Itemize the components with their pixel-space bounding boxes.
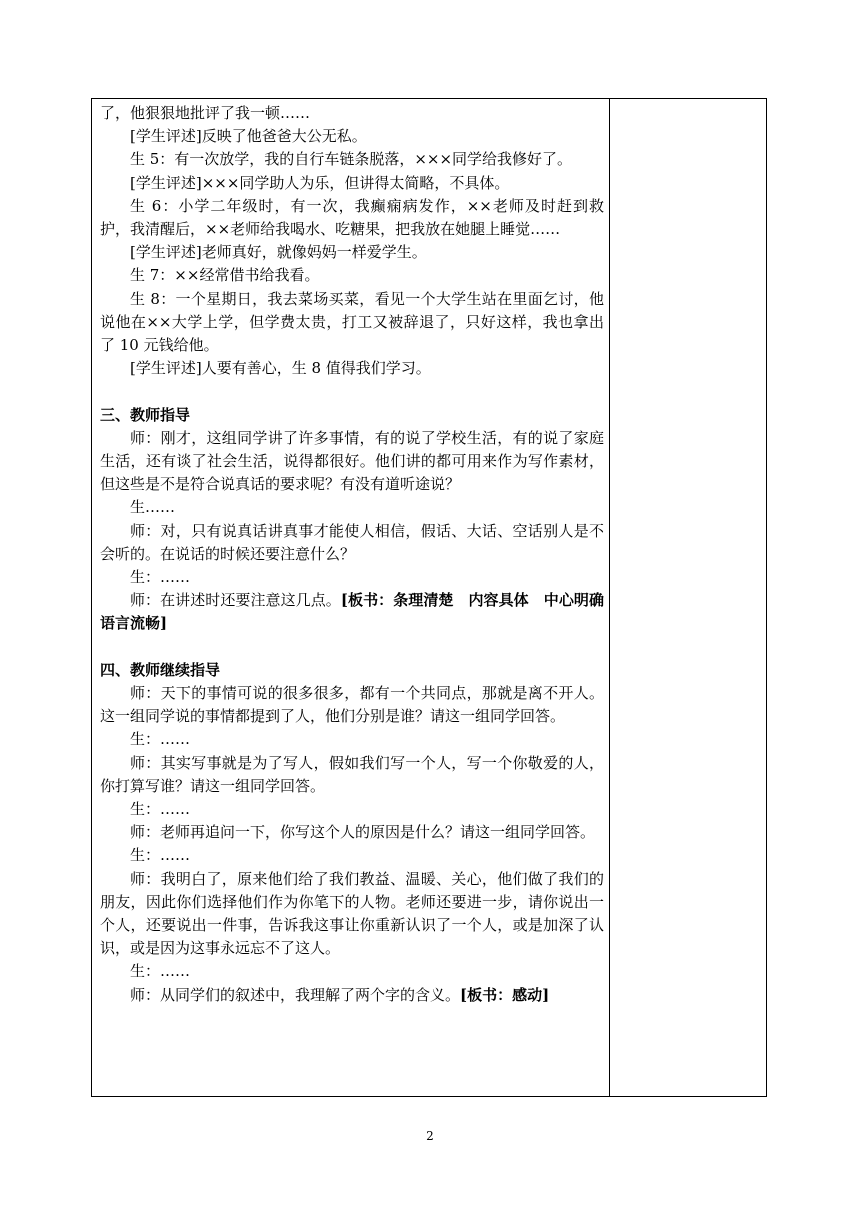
paragraph: 师：刚才，这组同学讲了许多事情，有的说了学校生活，有的说了家庭生活，还有谈了社会生活，说得都很好。他们讲的都可用来作为写作素材，但这些是不是符合说真话的要求呢？有没有道听途说？ (100, 428, 604, 494)
paragraph: [学生评述]老师真好，就像妈妈一样爱学生。 (130, 243, 427, 262)
paragraph: 生：…… (130, 800, 191, 819)
paragraph: 生…… (130, 498, 176, 517)
paragraph: 生 5：有一次放学，我的自行车链条脱落，×××同学给我修好了。 (130, 150, 573, 169)
paragraph: 师：我明白了，原来他们给了我们教益、温暖、关心，他们做了我们的朋友，因此你们选择他们作为你笔下的人物。老师还要进一步，请你说出一个人，还要说出一件事，告诉我这事让你重新认识了一个人，或是加深了认识，或是因为这事永远忘不了这人。 (100, 869, 604, 958)
paragraph: 师：老师再追问一下，你写这个人的原因是什么？请这一组同学回答。 (130, 823, 596, 842)
paragraph: 生 8：一个星期日，我去菜场买菜，看见一个大学生站在里面乞讨，他说他在××大学上学，但学费太贵，打工又被辞退了，只好这样，我也拿出了 10 元钱给他。 (100, 289, 604, 355)
paragraph-text: 师：在讲述时还要注意这几点。 (130, 591, 341, 610)
paragraph: 生：…… (130, 568, 191, 587)
paragraph: 生：…… (130, 846, 191, 865)
lesson-table (91, 98, 767, 1097)
blackboard-note: [板书：感动] (460, 985, 550, 1004)
section-heading: 四、教师继续指导 (100, 660, 221, 679)
paragraph: 师：天下的事情可说的很多很多，都有一个共同点，那就是离不开人。这一组同学说的事情都提到了人，他们分别是谁？请这一组同学回答。 (100, 684, 604, 726)
paragraph: 了，他狠狠地批评了我一顿…… (100, 104, 311, 122)
section-heading: 三、教师指导 (100, 405, 191, 424)
paragraph: [学生评述]×××同学助人为乐，但讲得太简略，不具体。 (130, 173, 510, 192)
paragraph: 生：…… (130, 962, 191, 981)
paragraph: [学生评述]反映了他爸爸大公无私。 (130, 127, 367, 146)
blank-line (100, 380, 604, 403)
paragraph: 生 7：××经常借书给我看。 (130, 266, 320, 285)
blackboard-note: [板书：条理清楚 内容具体 中心明确 语言流畅] (100, 591, 620, 633)
column-divider (609, 99, 610, 1096)
paragraph: [学生评述]人要有善心，生 8 值得我们学习。 (130, 359, 431, 378)
paragraph (100, 589, 620, 635)
lesson-content-cell (100, 102, 620, 1007)
paragraph: 生 6：小学二年级时，有一次，我癫痫病发作，××老师及时赶到救护，我清醒后，××老师给我喝水、吃糖果，把我放在她腿上睡觉…… (100, 196, 604, 239)
paragraph (100, 984, 604, 1007)
paragraph: 师：其实写事就是为了写人，假如我们写一个人，写一个你敬爱的人，你打算写谁？请这一组同学回答。 (100, 753, 604, 795)
paragraph: 生：…… (130, 730, 191, 749)
paragraph-text: 师：从同学们的叙述中，我理解了两个字的含义。 (130, 985, 461, 1004)
blank-line (100, 636, 604, 659)
paragraph: 师：对，只有说真话讲真事才能使人相信，假话、大话、空话别人是不会听的。在说话的时候还要注意什么？ (100, 521, 604, 563)
page-number: 2 (426, 1129, 434, 1143)
